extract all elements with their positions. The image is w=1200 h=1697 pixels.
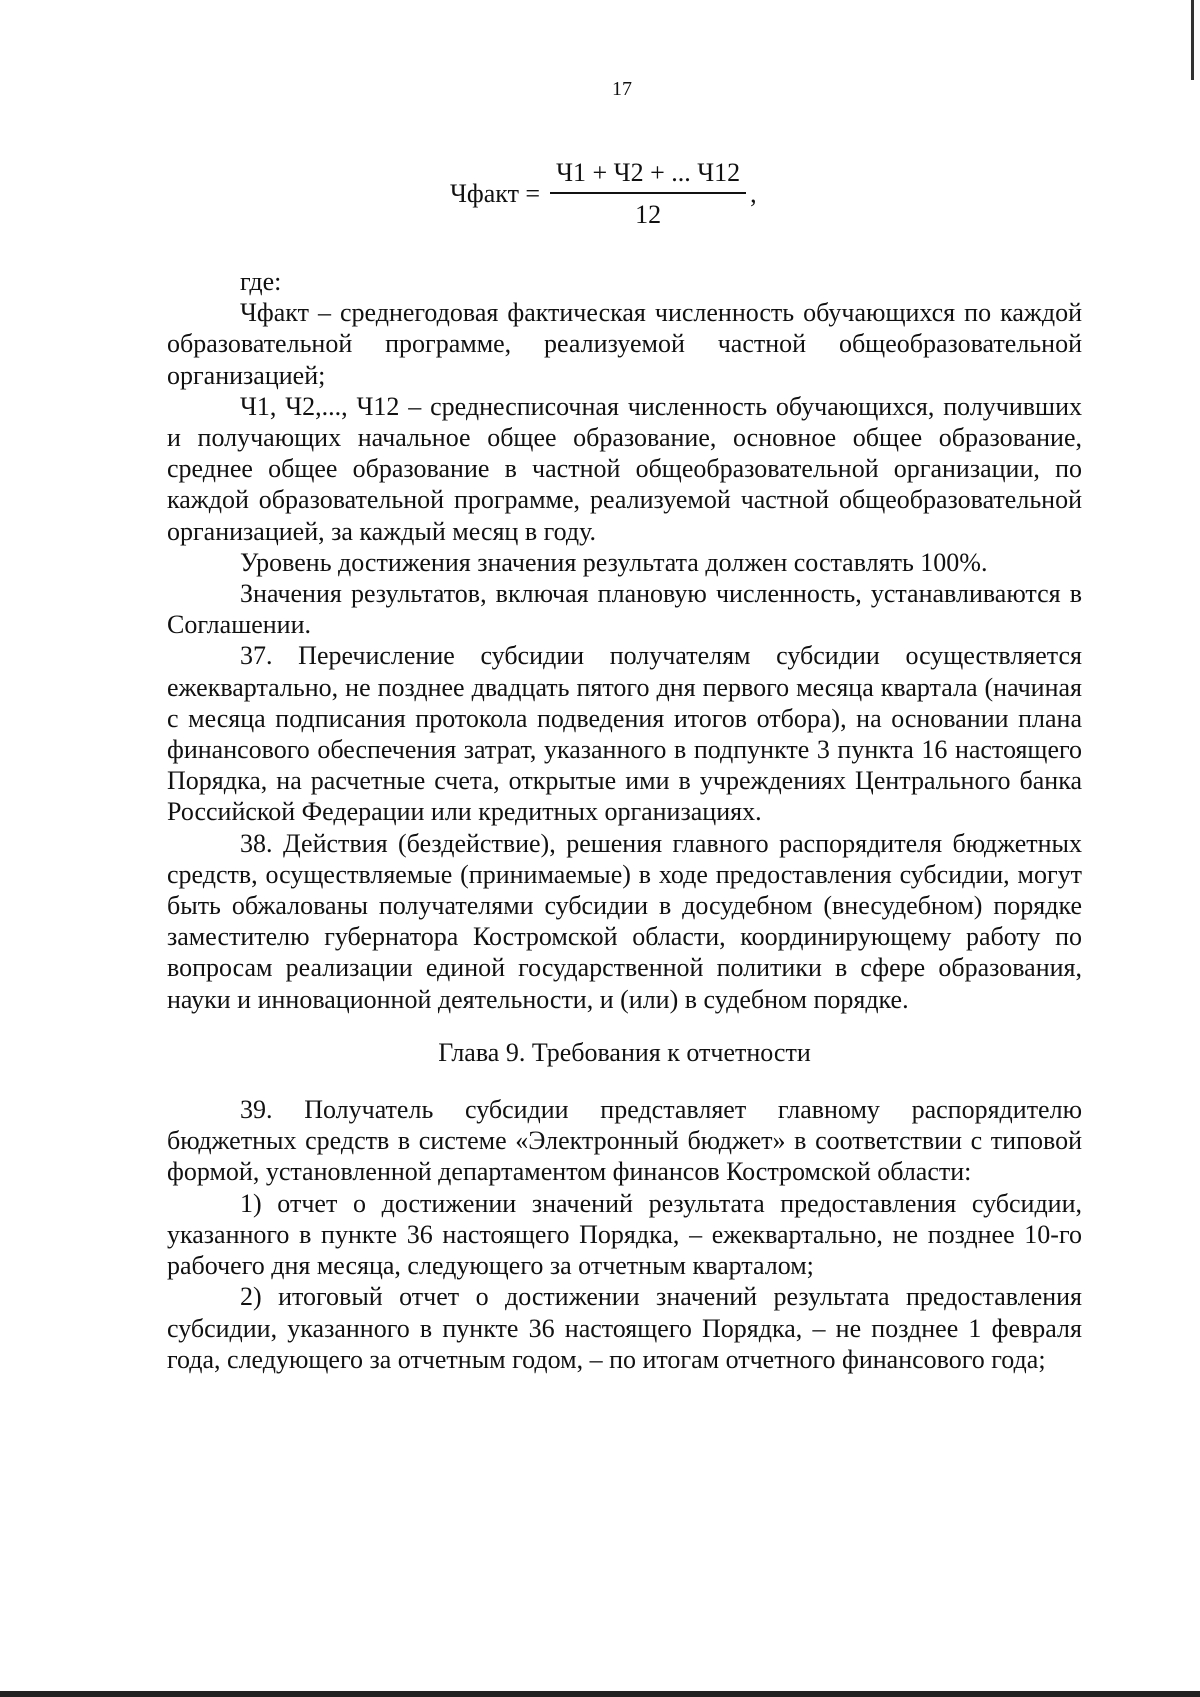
formula-comma: , — [750, 179, 757, 208]
paragraph-subitem-2: 2) итоговый отчет о достижении значений результата предоставления субсидии, указанного в пункте 36 настоящего Порядка, – не позднее 1 февраля года, следующего за отчетным годом, – по итогам отчетного финансового года; — [167, 1282, 1082, 1374]
paragraph-achievement-level: Уровень достижения значения результата должен составлять 100%. — [240, 547, 988, 577]
paragraph-item-39: 39. Получатель субсидии представляет главному распорядителю бюджетных средств в системе «Электронный бюджет» в соответствии с типовой формой, установленной департаментом финансов Костромской области: — [167, 1095, 1082, 1187]
paragraph-result-values: Значения результатов, включая плановую численность, устанавливаются в Соглашении. — [167, 579, 1082, 640]
paragraph-item-37: 37. Перечисление субсидии получателям субсидии осуществляется ежеквартально, не позднее двадцать пятого дня первого месяца квартала (начиная с месяца подписания протокола подведения итогов отбора), на основании плана финансового обеспечения затрат, указанного в подпункте 3 пункта 16 настоящего Порядка, на расчетные счета, открытые ими в учреждениях Центрального банка Российской Федерации или кредитных организациях. — [167, 641, 1082, 827]
formula-numerator: Ч1 + Ч2 + ... Ч12 — [550, 158, 746, 194]
paragraph-ch1-ch12-definition: Ч1, Ч2,..., Ч12 – среднесписочная численность обучающихся, получивших и получающих начальное общее образование, основное общее образование, среднее общее образование в частной общеобразовательной организации, по каждой образовательной программе, реализуемой частной общеобразовательной организацией, за каждый месяц в году. — [167, 391, 1082, 546]
formula-fraction — [550, 158, 746, 230]
document-body — [167, 266, 1082, 1375]
formula-average-count — [450, 158, 757, 230]
paragraph-item-38: 38. Действия (бездействие), решения главного распорядителя бюджетных средств, осуществляемые (принимаемые) в ходе предоставления субсидии, могут быть обжалованы получателями субсидии в досудебном (внесудебном) порядке заместителю губернатора Костромской области, координирующему работу по вопросам реализации единой государственной политики в сфере образования, науки и инновационной деятельности, и (или) в судебном порядке. — [167, 828, 1082, 1014]
paragraph-chfakt-definition: Чфакт – среднегодовая фактическая численность обучающихся по каждой образовательной программе, реализуемой частной общеобразовательной организацией; — [167, 298, 1082, 390]
formula-denominator: 12 — [635, 200, 662, 229]
paragraph-where: где: — [240, 267, 282, 296]
scan-edge-right — [1191, 0, 1194, 80]
paragraph-subitem-1: 1) отчет о достижении значений результата предоставления субсидии, указанного в пункте 36 настоящего Порядка, – ежеквартально, не позднее 10-го рабочего дня месяца, следующего за отчетным кварталом; — [167, 1188, 1082, 1281]
formula-lhs: Чфакт = — [450, 179, 541, 208]
chapter-heading: Глава 9. Требования к отчетности — [438, 1037, 811, 1067]
page-number: 17 — [612, 78, 632, 100]
scan-edge-bottom — [0, 1691, 1200, 1697]
